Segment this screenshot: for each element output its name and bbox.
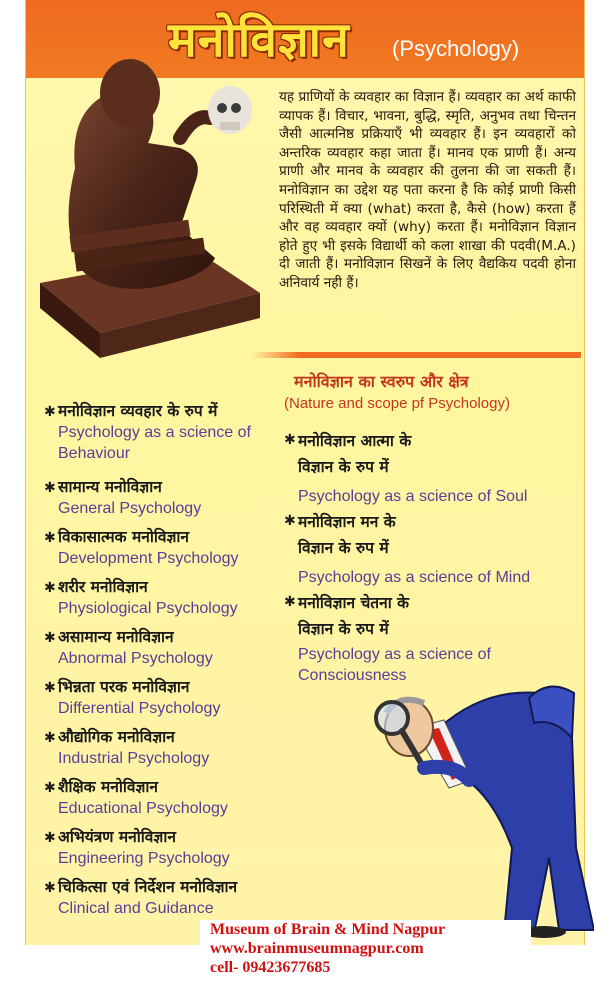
bullet-icon: ✱ — [44, 630, 56, 646]
item-hindi: असामान्य मनोविज्ञान — [58, 628, 174, 646]
item-english: Physiological Psychology — [58, 600, 238, 617]
item-hindi: सामान्य मनोविज्ञान — [58, 478, 162, 496]
list-item — [284, 509, 584, 590]
item-english: Abnormal Psychology — [58, 650, 213, 667]
intro-paragraph: यह प्राणियों के व्यवहार का विज्ञान हैं। व्यवहार का अर्थ काफी व्यापक हैं। विचार, भावना, बुद्धि, स्मृति, अनुभव तथा चिन्तन जैसी आत्मनिष्ठ प्रक्रियाएँ भी व्यवहार हैं। इन व्यवहारों को अन्तरिक व्यवहार कहा जाता हैं। मानव एक प्राणी हैं। अन्य प्राणी और मानव के व्यवहार की तुलना की जा सकती हैं। मनोविज्ञान का उद्देश यह पता करना है कि कोई प्राणी किसी परिस्थिती में क्या (what) करता है, कैसे (how) करता हैं और वह व्यवहार क्यों (why) करता हैं। मनोविज्ञान विज्ञान होते हुए भी इसके विद्यार्थी को कला शाखा की पदवी(M.A.) दी जाती हैं। मनोविज्ञान सिखनें के लिए वैद्यकिय पदवी होना अनिवार्य नही हैं। — [279, 89, 576, 291]
list-item — [44, 576, 294, 626]
phone-text: cell- 09423677685 — [210, 959, 331, 976]
item-english: Differential Psychology — [58, 700, 221, 717]
item-english: Psychology as a science of Consciousness — [298, 646, 491, 684]
item-hindi: शैक्षिक मनोविज्ञान — [58, 778, 159, 796]
bullet-icon: ✱ — [44, 580, 56, 596]
item-hindi: मनोविज्ञान मन के — [298, 513, 396, 531]
item-hindi: मनोविज्ञान आत्मा के — [298, 432, 412, 450]
bullet-icon: ✱ — [44, 404, 56, 420]
poster — [25, 0, 585, 945]
list-item — [284, 590, 584, 684]
bullet-icon: ✱ — [284, 432, 296, 448]
divider-line — [251, 352, 581, 358]
bullet-icon: ✱ — [44, 830, 56, 846]
scope-heading-english: (Nature and scope pf Psychology) — [284, 395, 510, 412]
list-item — [284, 428, 584, 509]
list-item — [44, 676, 294, 726]
bullet-icon: ✱ — [44, 730, 56, 746]
item-english: Psychology as a science of Soul — [298, 488, 528, 505]
item-english: Psychology as a science of Behaviour — [58, 424, 251, 462]
item-hindi: विकासात्मक मनोविज्ञान — [58, 528, 190, 546]
item-hindi-second-line: विज्ञान के रुप में — [298, 458, 389, 476]
item-english: Psychology as a science of Mind — [298, 569, 531, 586]
item-english: Engineering Psychology — [58, 850, 230, 867]
item-english: General Psychology — [58, 500, 202, 517]
item-hindi: भिन्नता परक मनोविज्ञान — [58, 678, 190, 696]
item-english: Industrial Psychology — [58, 750, 210, 767]
item-hindi: औद्योगिक मनोविज्ञान — [58, 728, 175, 746]
list-item — [44, 776, 294, 826]
item-hindi-second-line: विज्ञान के रुप में — [298, 539, 389, 557]
list-item — [44, 826, 294, 876]
museum-name: Museum of Brain & Mind Nagpur — [210, 921, 446, 938]
list-item — [44, 626, 294, 676]
item-hindi: चिकित्सा एवं निर्देशन मनोविज्ञान — [58, 878, 238, 896]
item-hindi: मनोविज्ञान चेतना के — [298, 594, 410, 612]
item-hindi: शरीर मनोविज्ञान — [58, 578, 148, 596]
item-english: Clinical and Guidance — [58, 900, 214, 917]
branches-list-right — [284, 428, 584, 684]
item-hindi-second-line: विज्ञान के रुप में — [298, 620, 389, 638]
detective-cartoon-illustration — [344, 668, 594, 938]
bullet-icon: ✱ — [44, 680, 56, 696]
branches-list-left — [44, 400, 294, 926]
bullet-icon: ✱ — [44, 480, 56, 496]
page-title-english: (Psychology) — [392, 36, 520, 61]
list-item — [44, 876, 294, 926]
bullet-icon: ✱ — [284, 513, 296, 529]
page-title-hindi: मनोविज्ञान — [168, 12, 350, 68]
scope-heading-hindi: मनोविज्ञान का स्वरुप और क्षेत्र — [294, 372, 469, 391]
list-item — [44, 400, 294, 462]
item-english: Educational Psychology — [58, 800, 228, 817]
bullet-icon: ✱ — [44, 880, 56, 896]
item-english: Development Psychology — [58, 550, 239, 567]
bullet-icon: ✱ — [44, 780, 56, 796]
list-item — [44, 476, 294, 526]
contact-box — [200, 920, 531, 986]
bullet-icon: ✱ — [284, 594, 296, 610]
website-text: www.brainmuseumnagpur.com — [210, 940, 424, 957]
list-item — [44, 726, 294, 776]
list-item — [44, 526, 294, 576]
item-hindi: मनोविज्ञान व्यवहार के रुप में — [58, 402, 218, 420]
item-hindi: अभियंत्रण मनोविज्ञान — [58, 828, 176, 846]
bullet-icon: ✱ — [44, 530, 56, 546]
